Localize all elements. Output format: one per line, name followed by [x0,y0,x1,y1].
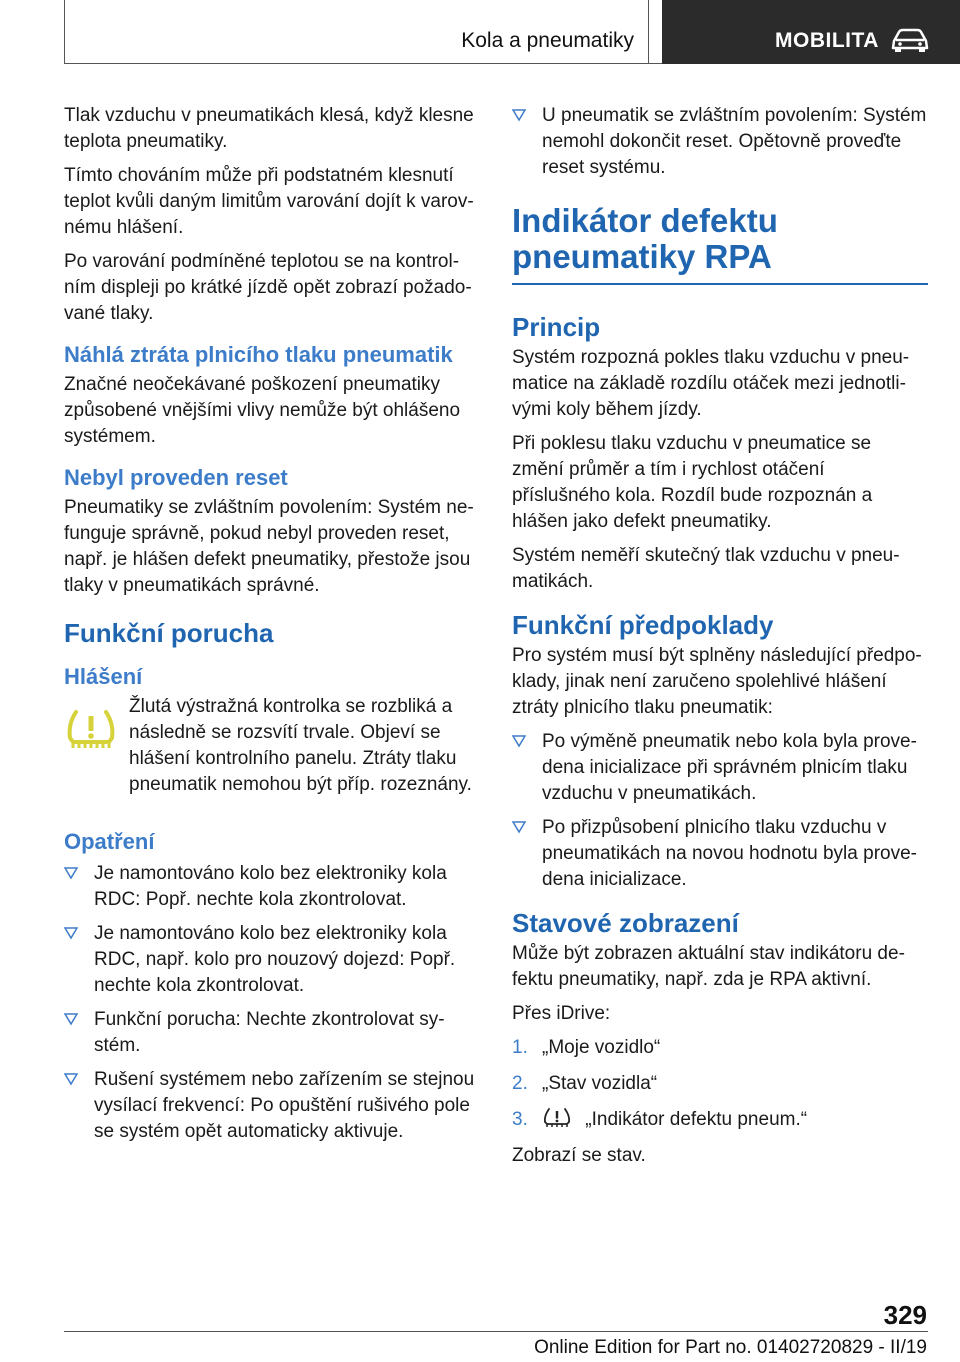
paragraph: Může být zobrazen aktuální stav indikátoru defektu pneumatiky, např. zda je RPA aktivní. [512,943,905,990]
step-text: „Stav vozidla“ [542,1073,658,1094]
chapter-title: Kola a pneumatiky [461,29,634,52]
car-icon [890,27,930,53]
paragraph: Systém rozpozná pokles tlaku vzduchu v pneumatice na základě rozdílu otáček mezi jednotlivými koly během jízdy. [512,347,910,420]
step-item [512,1071,928,1097]
triangle-bullet-icon [512,734,526,748]
paragraph: Po varování podmíněné teplotou se na kontrolním displeji po krátké jízdě opět zobrazí požadované tlaky. [64,251,472,324]
list-item [64,1007,476,1059]
triangle-bullet-icon [64,866,78,880]
heading-measures: Opatření [64,829,155,854]
list-item-text: U pneumatik se zvláštním povolením: Systém nemohl dokončit reset. Opětovně proveďte reset systému. [542,105,927,178]
heading-prerequisites: Funkční předpoklady [512,610,774,640]
heading-message: Hlášení [64,664,143,689]
paragraph: Značné neočekávané poškození pneumatiky způsobené vnějšími vlivy nemůže být ohlášeno systémem. [64,374,461,447]
left-column [64,103,476,1153]
step-number: 2. [512,1073,528,1094]
triangle-bullet-icon [64,1072,78,1086]
heading-malfunction: Funkční porucha [64,618,274,648]
heading-status-display: Stavové zobrazení [512,908,739,938]
list-item [64,1067,476,1145]
paragraph: Žlutá výstražná kontrolka se rozbliká a následně se rozsvítí trvale. Objeví se hlášení kontrolního panelu. Ztráty tlaku pneumatik nemohou být příp. rozeznány. [129,696,472,795]
list-item-text: Je namontováno kolo bez elektroniky kola RDC: Popř. nechte kola zkontrolovat. [94,863,447,910]
heading-sudden-pressure-loss: Náhlá ztráta plnicího tlaku pneumatik [64,342,453,367]
tire-pressure-icon [542,1107,572,1129]
paragraph: Tímto chováním může při podstatném klesnutí teplot kvůli daným limitům varování dojít k varovnému hlášení. [64,165,474,238]
list-item [512,815,928,893]
paragraph: Pro systém musí být splněny následující předpoklady, jinak není zaručeno spolehlivé hlášení ztráty plnicího tlaku pneumatik: [512,645,922,718]
reset-note-list [512,103,928,181]
measures-list [64,861,476,1145]
right-column [512,103,928,1177]
list-item [512,729,928,807]
triangle-bullet-icon [64,926,78,940]
prerequisites-list [512,729,928,893]
heading-rpa: Indikátor defektu pneumatiky RPA [512,203,928,285]
list-item [64,861,476,913]
header-right-rule [648,0,649,64]
list-item-text: Rušení systémem nebo zařízením se stejnou vysílací frekvencí: Po opuštění rušivého pole se systém opět automaticky aktivuje. [94,1069,475,1142]
heading-principle: Princip [512,312,601,342]
step-number: 3. [512,1109,528,1130]
paragraph: Systém neměří skutečný tlak vzduchu v pneumatikách. [512,545,900,592]
step-text: „Indikátor defektu pneum.“ [585,1109,808,1130]
list-item-text: Po přizpůsobení plnicího tlaku vzduchu v pneumatikách na novou hodnotu byla provedena inicializace. [542,817,917,890]
tire-pressure-warning-icon [64,708,118,752]
header-bottom-rule [64,63,662,64]
step-text: „Moje vozidlo“ [542,1037,661,1058]
list-item [512,103,928,181]
step-number: 1. [512,1037,528,1058]
warning-message-block [64,694,476,798]
list-item-text: Je namontováno kolo bez elektroniky kola RDC, např. kolo pro nouzový dojezd: Popř. nechte kola zkontrolovat. [94,923,456,996]
page-number: 329 [883,1300,927,1330]
paragraph: Zobrazí se stav. [512,1145,646,1166]
list-item [64,921,476,999]
paragraph: Pneumatiky se zvláštním povolením: Systém nefunguje správně, pokud nebyl proveden reset, např. je hlášen defekt pneumatiky, přestože jsou tlaky v pneumatikách správné. [64,497,474,596]
section-tab[interactable] [662,0,960,64]
heading-reset-not-performed: Nebyl proveden reset [64,465,288,490]
list-item-text: Po výměně pneumatik nebo kola byla provedena inicializace při správném plnicím tlaku vzduchu v pneumatikách. [542,731,917,804]
list-item-text: Funkční porucha: Nechte zkontrolovat systém. [94,1009,445,1056]
idrive-steps-list [512,1035,928,1133]
triangle-bullet-icon [512,108,526,122]
step-item [512,1107,928,1133]
paragraph: Přes iDrive: [512,1003,611,1024]
paragraph: Tlak vzduchu v pneumatikách klesá, když klesne teplota pneumatiky. [64,105,474,152]
step-item [512,1035,928,1061]
paragraph: Při poklesu tlaku vzduchu v pneumatice se změní průměr a tím i rychlost otáčení příslušného kola. Rozdíl bude rozpoznán a hlášen jako defekt pneumatiky. [512,433,873,532]
header-left-rule [64,0,65,64]
triangle-bullet-icon [64,1012,78,1026]
triangle-bullet-icon [512,820,526,834]
edition-info: Online Edition for Part no. 01402720829 - II/19 [534,1337,927,1358]
section-tab-label: MOBILITA [775,29,879,52]
footer-rule [64,1331,928,1332]
